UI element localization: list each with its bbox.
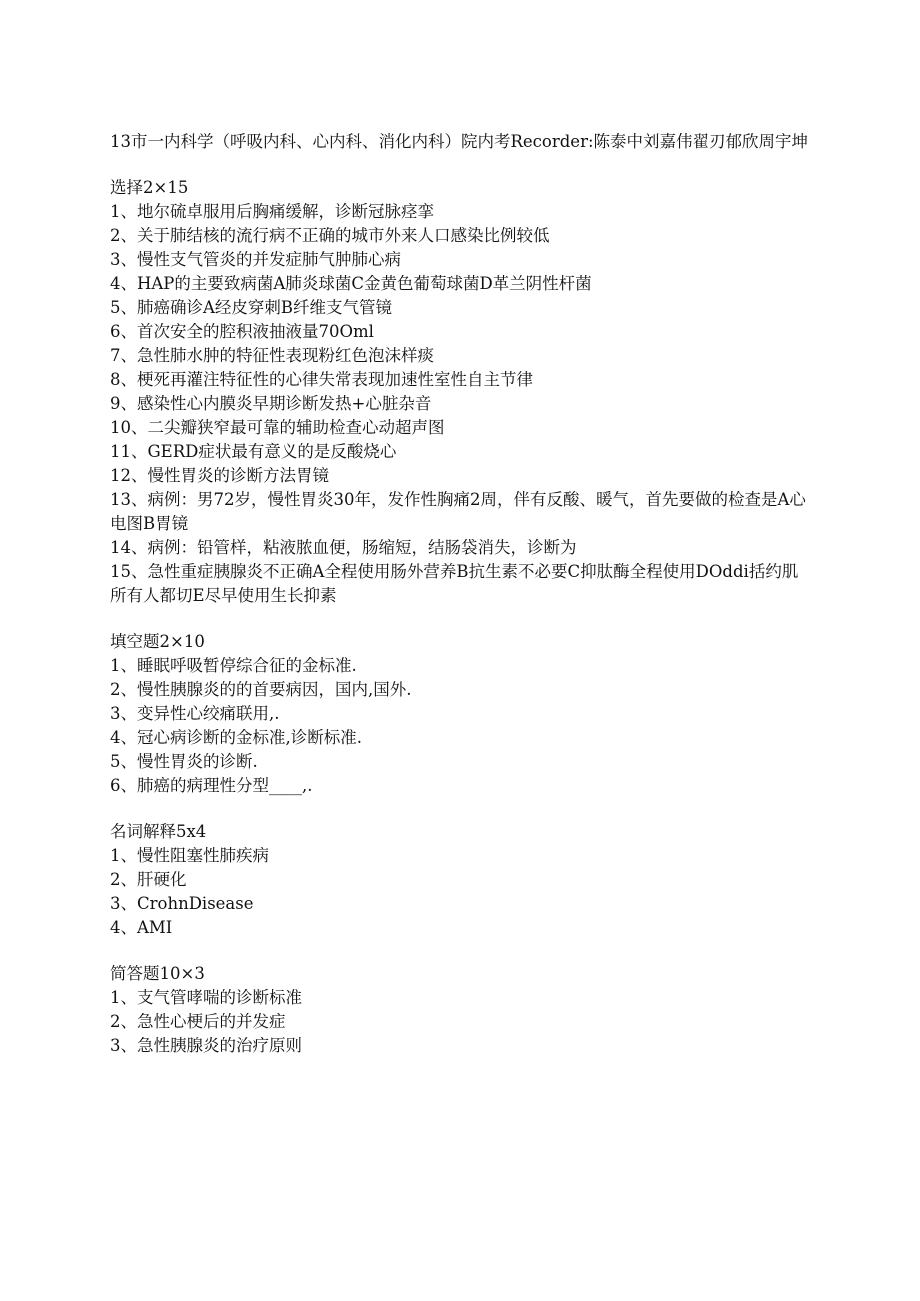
- section-heading: 简答题10×3: [110, 964, 205, 983]
- question-item: 11、GERD症状最有意义的是反酸烧心: [110, 442, 397, 461]
- question-item: 1、慢性阻塞性肺疾病: [110, 846, 269, 865]
- question-item: 5、肺癌确诊A经皮穿刺B纤维支气管镜: [110, 298, 393, 317]
- section-heading: 名词解释5x4: [110, 822, 207, 841]
- question-item: 4、冠心病诊断的金标准,诊断标准.: [110, 728, 362, 747]
- question-list: [110, 844, 810, 940]
- section-fill-in-blank: [110, 630, 810, 798]
- question-item: 6、肺癌的病理性分型____,.: [110, 776, 313, 795]
- question-item: 3、变异性心绞痛联用,.: [110, 704, 280, 723]
- section-heading: 填空题2×10: [110, 632, 205, 651]
- question-item: 6、首次安全的腔积液抽液量70Oml: [110, 322, 374, 341]
- question-item: 7、急性肺水肿的特征性表现粉红色泡沫样痰: [110, 346, 434, 365]
- question-item: 3、急性胰腺炎的治疗原则: [110, 1036, 302, 1055]
- question-item: 3、慢性支气管炎的并发症肺气肿肺心病: [110, 250, 401, 269]
- question-item: 14、病例：铅管样，粘液脓血便，肠缩短，结肠袋消失，诊断为: [110, 538, 577, 557]
- question-list: [110, 654, 810, 798]
- question-item: 1、睡眠呼吸暂停综合征的金标准.: [110, 656, 357, 675]
- section-multiple-choice: [110, 176, 810, 608]
- section-short-answer: [110, 962, 810, 1058]
- question-item: 2、急性心梗后的并发症: [110, 1012, 286, 1031]
- question-item: 5、慢性胃炎的诊断.: [110, 752, 258, 771]
- question-item: 15、急性重症胰腺炎不正确A全程使用肠外营养B抗生素不必要C抑肽酶全程使用DOddi括约肌所有人都切E尽早使用生长抑素: [110, 562, 799, 605]
- question-item: 12、慢性胃炎的诊断方法胃镜: [110, 466, 329, 485]
- section-heading: 选择2×15: [110, 178, 189, 197]
- question-item: 1、地尔硫卓服用后胸痛缓解，诊断冠脉痉挛: [110, 202, 434, 221]
- question-list: [110, 986, 810, 1058]
- question-item: 1、支气管哮喘的诊断标准: [110, 988, 302, 1007]
- question-item: 2、关于肺结核的流行病不正确的城市外来人口感染比例较低: [110, 226, 550, 245]
- question-item: 9、感染性心内膜炎早期诊断发热+心脏杂音: [110, 394, 432, 413]
- question-item: 4、HAP的主要致病菌A肺炎球菌C金黄色葡萄球菌D革兰阴性杆菌: [110, 274, 592, 293]
- section-term-definitions: [110, 820, 810, 940]
- question-item: 10、二尖瓣狭窄最可靠的辅助检查心动超声图: [110, 418, 445, 437]
- question-item: 3、CrohnDisease: [110, 894, 254, 913]
- document-title: 13市一内科学（呼吸内科、心内科、消化内科）院内考Recorder:陈泰中刘嘉伟翟刃郁欣周宇坤: [110, 132, 809, 151]
- question-item: 2、慢性胰腺炎的的首要病因，国内,国外.: [110, 680, 412, 699]
- question-list: [110, 200, 810, 608]
- question-item: 2、肝硬化: [110, 870, 187, 889]
- question-item: 4、AMI: [110, 918, 173, 937]
- document-page: [110, 130, 810, 1080]
- question-item: 13、病例：男72岁，慢性胃炎30年，发作性胸痛2周，伴有反酸、暖气，首先要做的检查是A心电图B胃镜: [110, 490, 806, 533]
- question-item: 8、梗死再灌注特征性的心律失常表现加速性室性自主节律: [110, 370, 533, 389]
